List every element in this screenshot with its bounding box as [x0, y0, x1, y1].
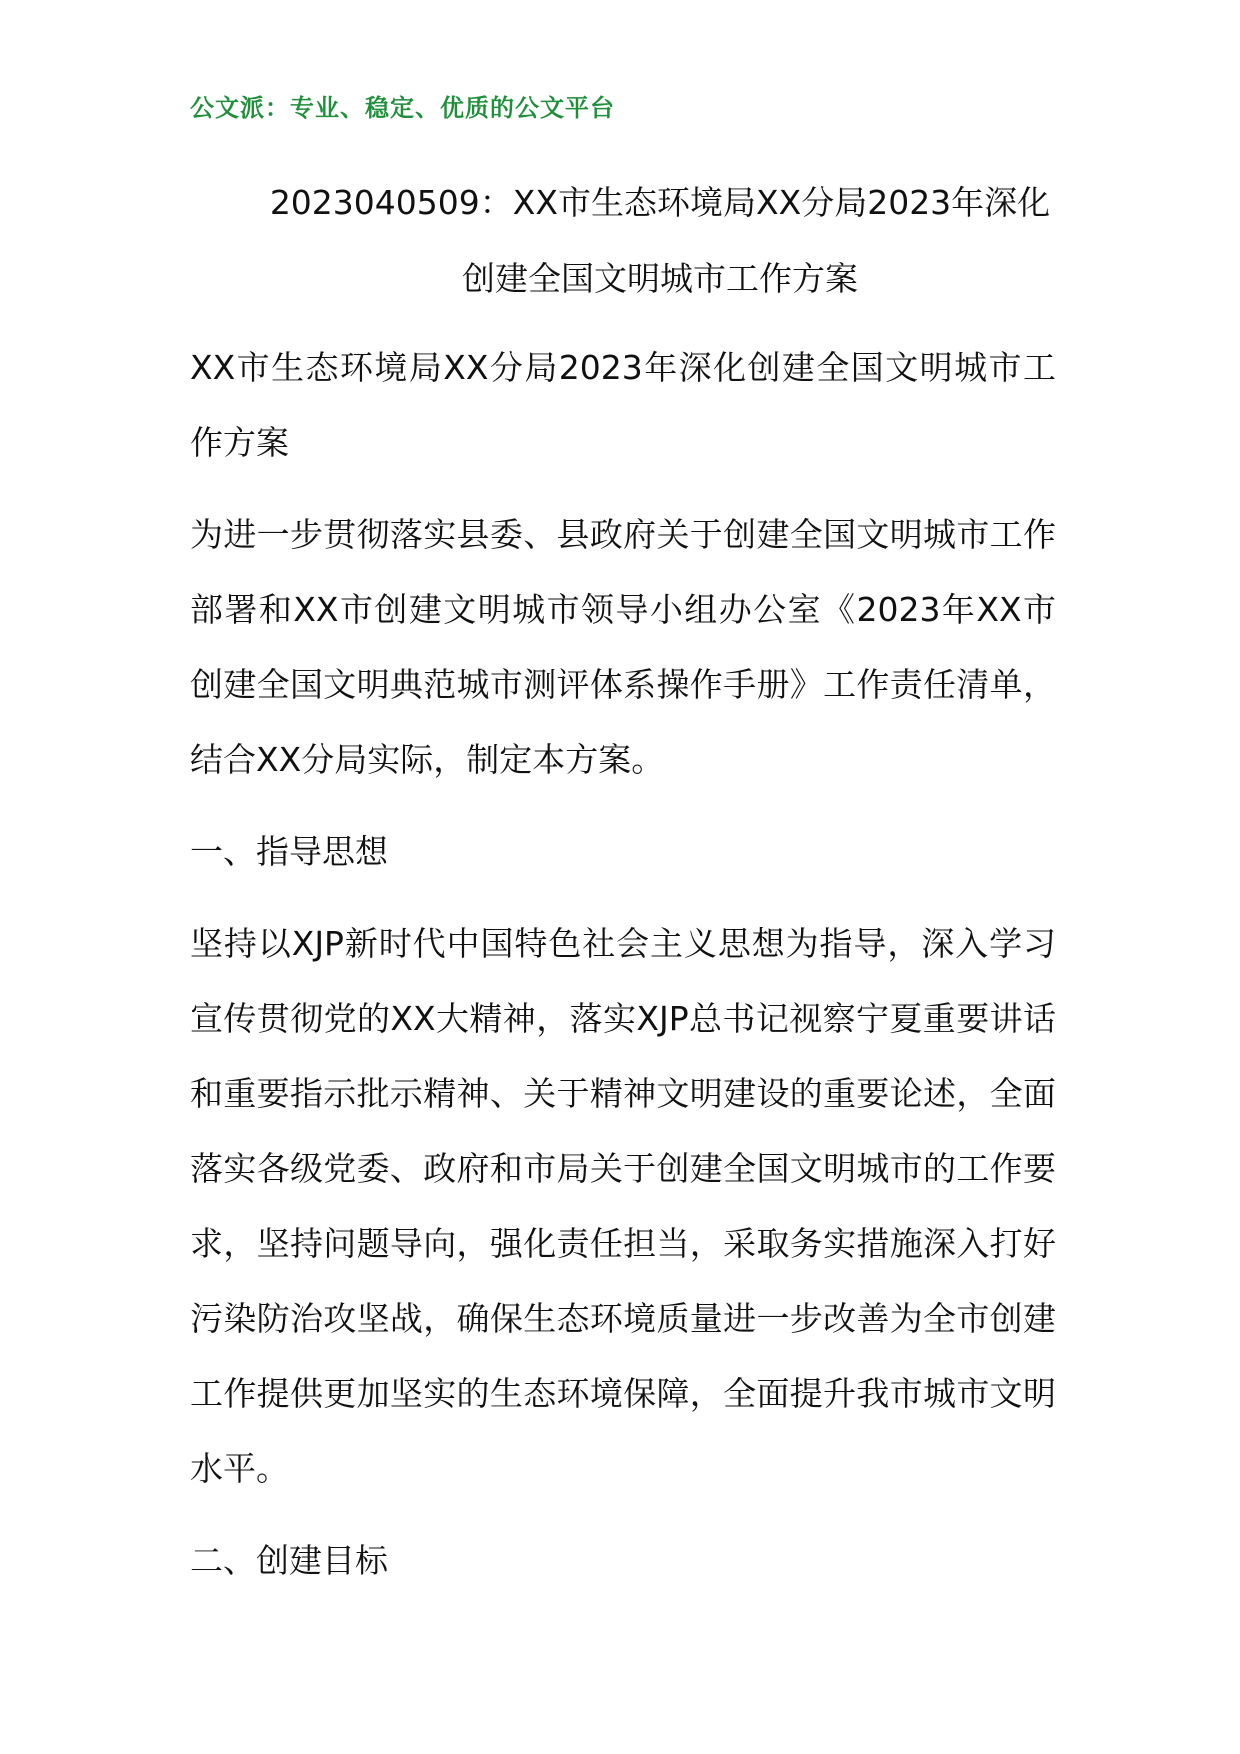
- platform-header: 公文派：专业、稳定、优质的公文平台: [190, 94, 615, 122]
- intro-paragraph: 为进一步贯彻落实县委、县政府关于创建全国文明城市工作部署和XX市创建文明城市领导小组办公室《2023年XX市创建全国文明典范城市测评体系操作手册》工作责任清单，结合XX分局实际，制定本方案。: [190, 515, 1056, 779]
- document-body: [190, 330, 1056, 1615]
- document-title: 2023040509：XX市生态环境局XX分局2023年深化创建全国文明城市工作方案: [269, 183, 1051, 298]
- document-subtitle: XX市生态环境局XX分局2023年深化创建全国文明城市工作方案: [190, 348, 1056, 462]
- section-heading-guiding-ideology: 一、指导思想: [190, 832, 388, 871]
- section-heading-goals: 二、创建目标: [190, 1541, 388, 1580]
- guiding-ideology-paragraph: 坚持以XJP新时代中国特色社会主义思想为指导，深入学习宣传贯彻党的XX大精神，落实XJP总书记视察宁夏重要讲话和重要指示批示精神、关于精神文明建设的重要论述，全面落实各级党委、政府和市局关于创建全国文明城市的工作要求，坚持问题导向，强化责任担当，采取务实措施深入打好污染防治攻坚战，确保生态环境质量进一步改善为全市创建工作提供更加坚实的生态环境保障，全面提升我市城市文明水平。: [190, 924, 1056, 1488]
